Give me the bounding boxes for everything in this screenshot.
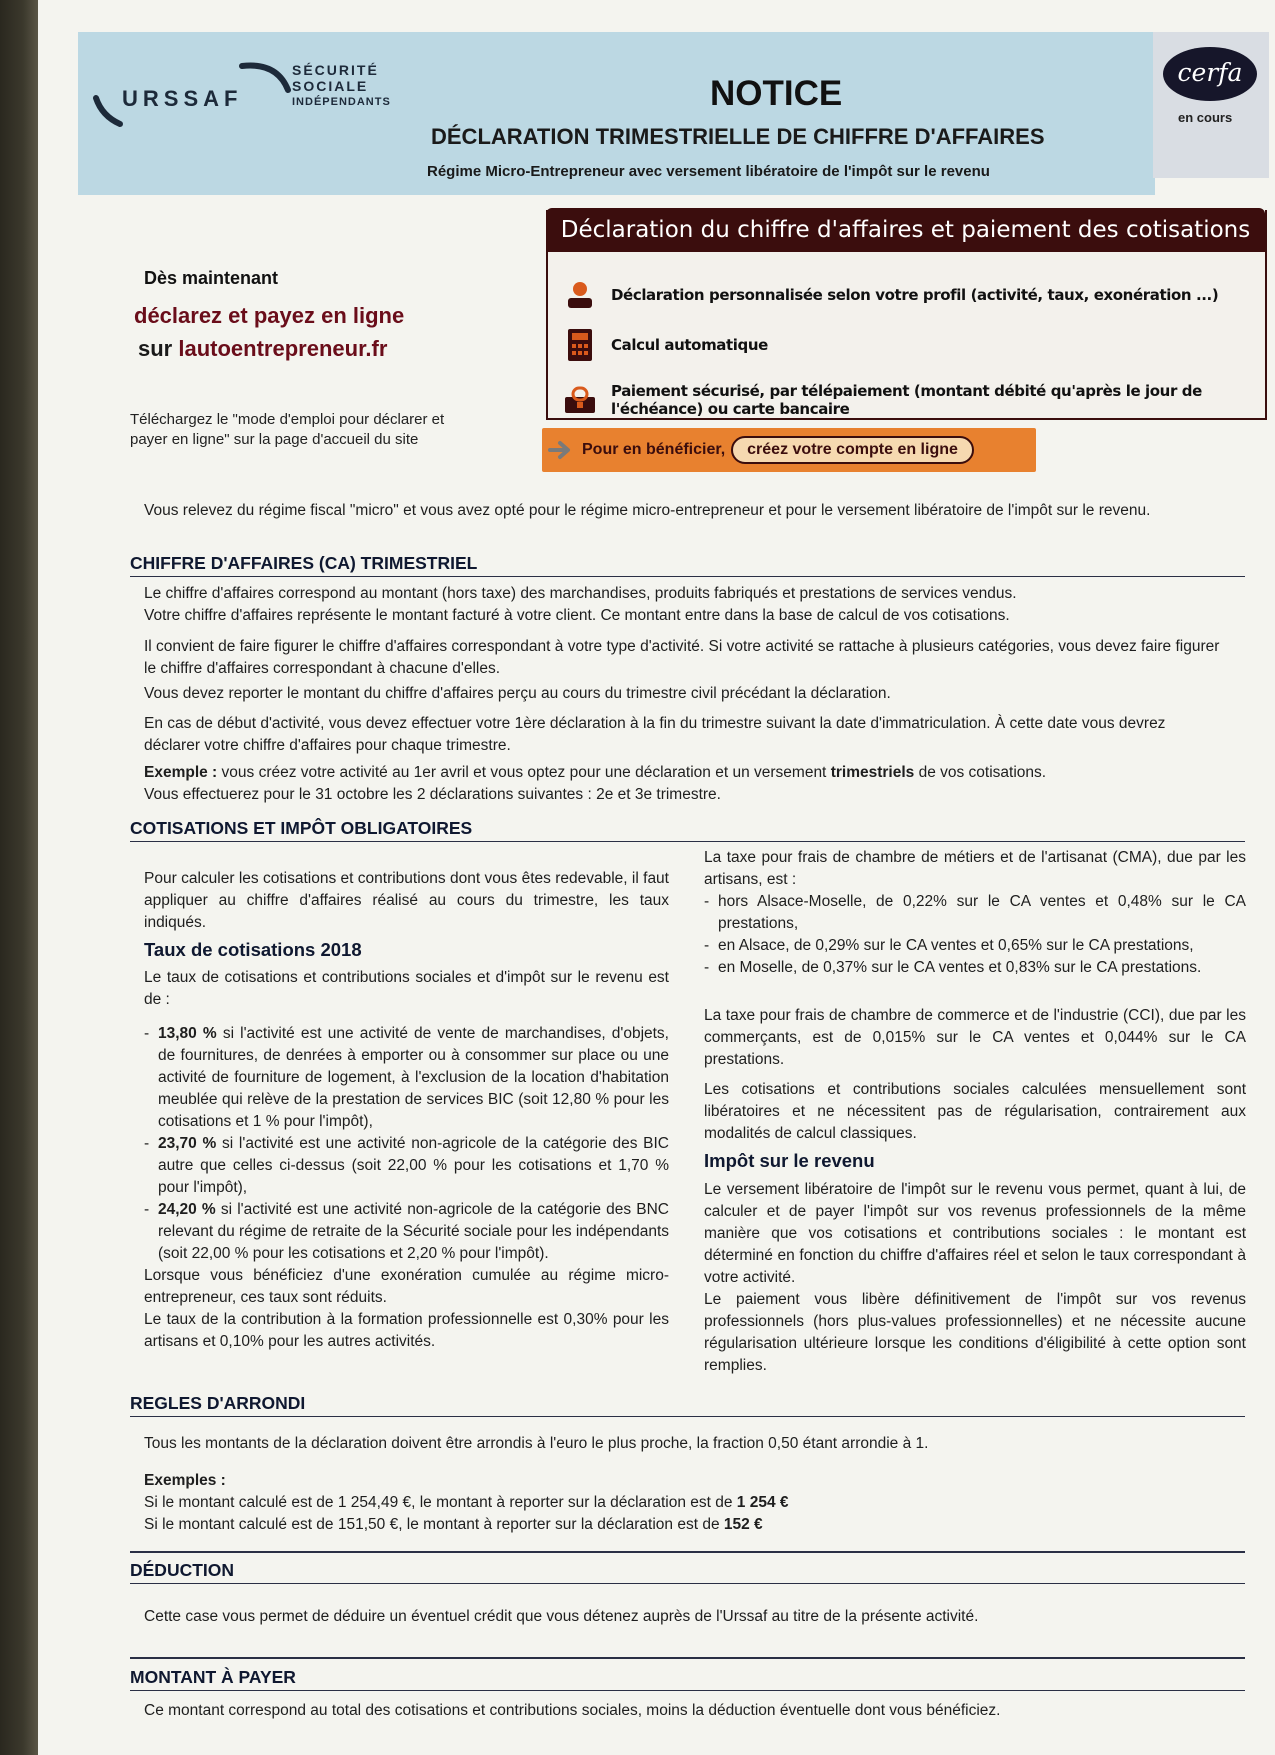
taux-rate-bnc: 24,20 % (158, 1201, 216, 1218)
taux-exoneration: Lorsque vous bénéficiez d'une exonération cumulée au régime micro-entrepreneur, ces taux sont réduits. (144, 1267, 669, 1306)
arrondi-ex1-value: 1 254 € (736, 1494, 789, 1511)
taux-intro: Le taux de cotisations et contributions sociales et d'impôt sur le revenu est de : (144, 969, 669, 1008)
secu-line-2: SOCIALE (292, 78, 369, 94)
calculator-icon (563, 330, 597, 360)
impot-heading: Impôt sur le revenu (704, 1150, 875, 1171)
liberatoires-text: Les cotisations et contributions sociales calculées mensuellement sont libératoires et ne nécessitent pas de régularisation, contrairement aux modalités de calcul classiques. (704, 1081, 1246, 1142)
secure-payment-icon (563, 385, 597, 415)
taux-item-bic (144, 1133, 669, 1199)
arrondi-example-label: Exemples : (144, 1472, 226, 1489)
box-item-paiement (563, 382, 1275, 418)
taux-formation: Le taux de la contribution à la formation professionnelle est 0,30% pour les artisans et 0,10% pour les autres activités. (144, 1311, 669, 1350)
box-item-profil-label: Déclaration personnalisée selon votre profil (activité, taux, exonération ...) (611, 286, 1219, 304)
arrondi-ex1-text: Si le montant calculé est de 1 254,49 €, le montant à reporter sur la déclaration est de (144, 1494, 737, 1511)
box-item-paiement-label: Paiement sécurisé, par télépaiement (montant débité qu'après le jour de l'échéance) ou carte bancaire (611, 382, 1202, 418)
divider-deduction-top (130, 1551, 1245, 1553)
cma-item-hors-alsace: - hors Alsace-Moselle, de 0,22% sur le CA ventes et 0,48% sur le CA prestations, (704, 891, 1246, 935)
regime-line: Régime Micro-Entrepreneur avec versement libératoire de l'impôt sur le revenu (427, 163, 990, 180)
cci-text: La taxe pour frais de chambre de commerce et de l'industrie (CCI), due par les commerçants, est de 0,015% sur le CA ventes et 0,044% sur le CA prestations. (704, 1007, 1246, 1068)
impot-p1: Le versement libératoire de l'impôt sur le revenu vous permet, quant à lui, de calculer et de payer l'impôt sur vos revenus professionnels de la même manière que vos cotisations et contributions sociales : le montant est déterminé en fonction du chiffre d'affaires réel et selon le taux correspondant à votre activité. (704, 1181, 1246, 1286)
taux-item-vente (144, 1023, 669, 1133)
secu-line-3: INDÉPENDANTS (292, 96, 391, 108)
ca-example-text-1: vous créez votre activité au 1er avril et vous optez pour une déclaration et un versement (217, 764, 831, 781)
ca-example (144, 762, 1234, 806)
cta-banner[interactable] (542, 428, 1036, 472)
ca-p5: En cas de début d'activité, vous devez effectuer votre 1ère déclaration à la fin du trimestre suivant la date d'immatriculation. À cette date vous devrez déclarer votre chiffre d'affaires pour chaque trimestre. (144, 715, 1166, 754)
impot-text (704, 1179, 1246, 1377)
section-arrondi-heading: REGLES D'ARRONDI (130, 1393, 1245, 1417)
cma-item-alsace: - en Alsace, de 0,29% sur le CA ventes et 0,65% sur le CA prestations, (704, 935, 1246, 957)
urssaf-logo: URSSAF (122, 86, 243, 111)
section-montant-heading: MONTANT À PAYER (130, 1667, 1245, 1691)
section-deduction-heading: DÉDUCTION (130, 1560, 1245, 1584)
page-title: NOTICE (710, 74, 843, 113)
cotis-right-column (704, 847, 1246, 1145)
ca-example-bold: trimestriels (830, 764, 915, 781)
promo-des-maintenant: Dès maintenant (144, 268, 279, 288)
promo-site-link[interactable]: lautoentrepreneur.fr (178, 336, 388, 361)
arrondi-examples (144, 1470, 1224, 1536)
arrondi-ex2-value: 152 € (723, 1516, 763, 1533)
box-item-calcul-label: Calcul automatique (611, 336, 768, 354)
user-icon (563, 280, 597, 310)
cma-item-moselle: - en Moselle, de 0,37% sur le CA ventes et 0,83% sur le CA prestations. (704, 957, 1246, 979)
cotis-left-column (144, 868, 669, 934)
secu-logo (292, 62, 391, 110)
section-ca-heading: CHIFFRE D'AFFAIRES (CA) TRIMESTRIEL (130, 553, 1245, 577)
ca-example-label: Exemple : (144, 764, 218, 781)
arrow-right-icon (548, 438, 574, 462)
impot-p2: Le paiement vous libère définitivement de l'impôt sur vos revenus professionnels (hors plus-values professionnelles) et ne nécessite aucune régularisation ultérieure lorsque les conditions d'éligibilité à cette option sont remplies. (704, 1291, 1246, 1374)
divider-montant-top (130, 1657, 1245, 1659)
promo-site-line (138, 336, 387, 362)
taux-list (144, 967, 669, 1353)
box-item-calcul (563, 330, 768, 360)
ca-p2: Votre chiffre d'affaires représente le montant facturé à votre client. Ce montant entre dans la base de calcul de vos cotisations. (144, 607, 1010, 624)
cotis-intro: Pour calculer les cotisations et contributions dont vous êtes redevable, il faut appliquer au chiffre d'affaires réalisé au cours du trimestre, les taux indiqués. (144, 870, 669, 931)
promo-telechargez: Téléchargez le "mode d'emploi pour déclarer et payer en ligne" sur la page d'accueil du site (130, 411, 445, 448)
promo-sur: sur (138, 336, 173, 361)
ca-p1: Le chiffre d'affaires correspond au montant (hors taxe) des marchandises, produits fabriqués et prestations de services vendus. (144, 585, 1017, 602)
taux-rate-vente: 13,80 % (158, 1025, 217, 1042)
promo-declarez: déclarez et payez en ligne (134, 303, 405, 328)
ca-example-text-2: de vos cotisations. (914, 764, 1047, 781)
create-account-button[interactable]: créez votre compte en ligne (731, 436, 974, 464)
secu-line-1: SÉCURITÉ (292, 62, 379, 78)
deduction-p1: Cette case vous permet de déduire un éventuel crédit que vous détenez auprès de l'Urssaf au titre de la présente activité. (144, 1608, 979, 1625)
section-cotisations-heading: COTISATIONS ET IMPÔT OBLIGATOIRES (130, 818, 1245, 842)
cerfa-status: en cours (1178, 110, 1233, 125)
taux-text-bic: si l'activité est une activité non-agricole de la catégorie des BIC autre que celles ci-dessus (soit 22,00 % pour les cotisations et 1,70 % pour l'impôt), (158, 1135, 669, 1196)
cerfa-logo: cerfa (1163, 47, 1257, 101)
montant-p1: Ce montant correspond au total des cotisations et contributions sociales, moins la déduction éventuelle dont vous bénéficiez. (144, 1702, 1001, 1719)
cma-intro: La taxe pour frais de chambre de métiers et de l'artisanat (CMA), due par les artisans, est : (704, 849, 1246, 888)
box-item-profil (563, 280, 1218, 310)
taux-item-bnc (144, 1199, 669, 1265)
online-box-title: Déclaration du chiffre d'affaires et paiement des cotisations (546, 208, 1265, 252)
taux-heading: Taux de cotisations 2018 (144, 939, 362, 960)
arrondi-p1: Tous les montants de la déclaration doivent être arrondis à l'euro le plus proche, la fraction 0,50 étant arrondie à 1. (144, 1435, 929, 1452)
scan-edge (0, 0, 38, 1755)
ca-p4: Vous devez reporter le montant du chiffre d'affaires perçu au cours du trimestre civil précédant la déclaration. (144, 685, 891, 702)
taux-text-vente: si l'activité est une activité de vente de marchandises, d'objets, de fournitures, de denrées à emporter ou à consommer sur place ou une activité de fourniture de logement, à l'exclusion de la location d'habitation meublée qui relève de la prestation de services BIC (soit 12,80 % pour les cotisations et 1 % pour l'impôt), (158, 1025, 669, 1130)
taux-text-bnc: si l'activité est une activité non-agricole de la catégorie des BNC relevant du régime de retraite de la Sécurité sociale pour les indépendants (soit 22,00 % pour les cotisations et 2,20 % pour l'impôt). (158, 1201, 669, 1262)
page-subtitle: DÉCLARATION TRIMESTRIELLE DE CHIFFRE D'AFFAIRES (431, 124, 1045, 149)
ca-example-line2: Vous effectuerez pour le 31 octobre les 2 déclarations suivantes : 2e et 3e trimestre. (144, 786, 721, 803)
cta-label: Pour en bénéficier, (582, 441, 726, 458)
intro-text: Vous relevez du régime fiscal "micro" et vous avez opté pour le régime micro-entrepreneur et pour le versement libératoire de l'impôt sur le revenu. (144, 502, 1151, 519)
ca-p3: Il convient de faire figurer le chiffre d'affaires correspondant à votre type d'activité. Si votre activité se rattache à plusieurs catégories, vous devez faire figurer le chiffre d'affaires correspondant à chacune d'elles. (144, 638, 1220, 677)
taux-rate-bic: 23,70 % (158, 1135, 217, 1152)
arrondi-ex2-text: Si le montant calculé est de 151,50 €, le montant à reporter sur la déclaration est de (144, 1516, 724, 1533)
